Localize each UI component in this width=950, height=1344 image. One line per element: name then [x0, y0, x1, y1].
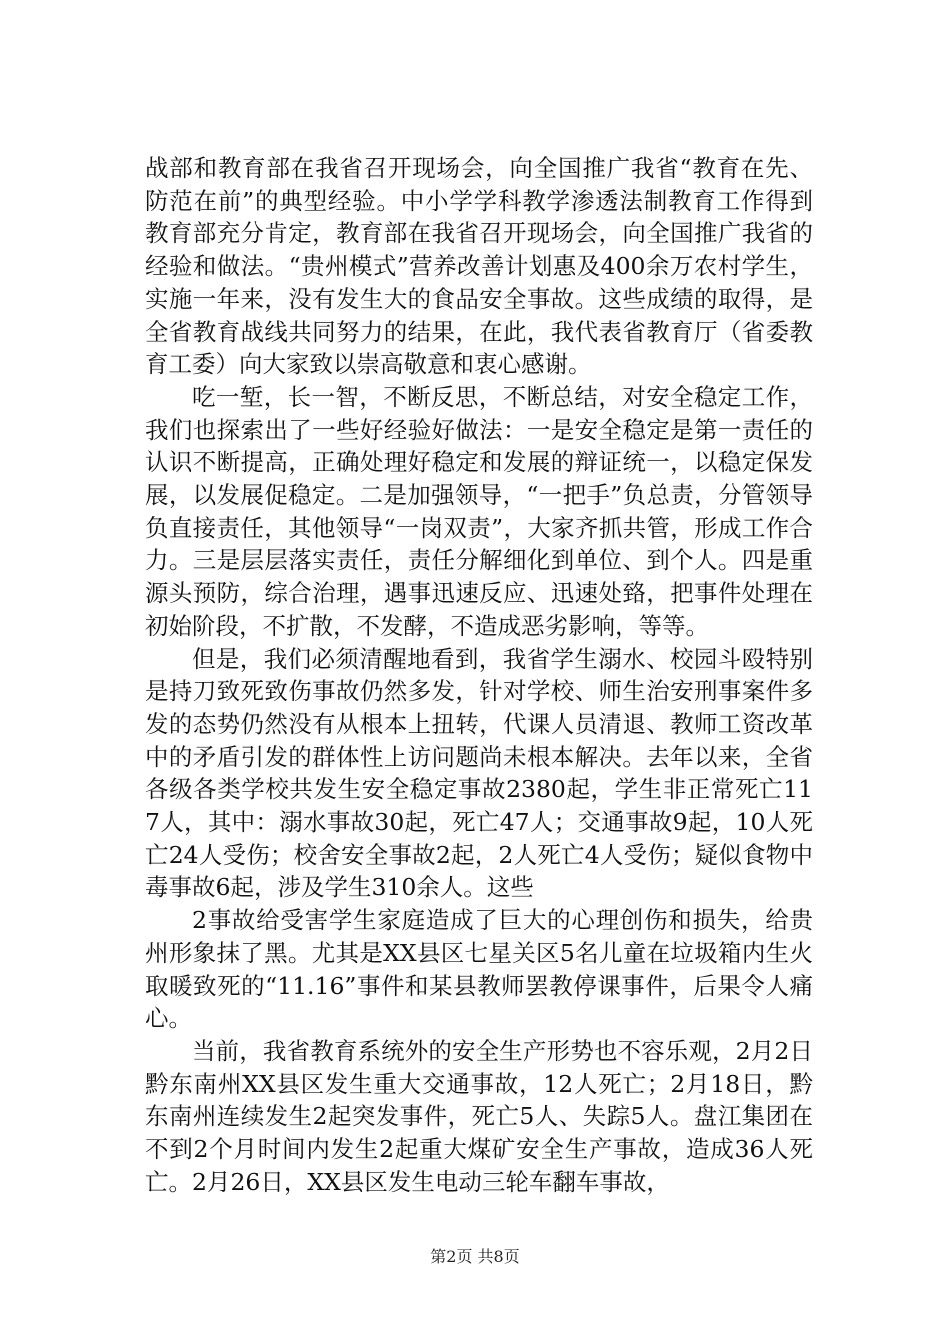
paragraph-4: 2事故给受害学生家庭造成了巨大的心理创伤和损失，给贵州形象抹了黑。尤其是XX县区七星关区5名儿童在垃圾箱内生火取暖致死的“11.16”事件和某县教师罢教停课事件，后果令人痛心。	[145, 906, 813, 1033]
document-body	[145, 152, 813, 1199]
paragraph-3: 但是，我们必须清醒地看到，我省学生溺水、校园斗殴特别是持刀致死致伤事故仍然多发，针对学校、师生治安刑事案件多发的态势仍然没有从根本上扭转，代课人员清退、教师工资改革中的矛盾引发的群体性上访问题尚未根本解决。去年以来，全省各级各类学校共发生安全稳定事故2380起，学生非正常死亡117人，其中：溺水事故30起，死亡47人；交通事故9起，10人死亡24人受伤；校舍安全事故2起，2人死亡4人受伤；疑似食物中毒事故6起，涉及学生310余人。这些	[145, 644, 813, 902]
paragraph-1: 战部和教育部在我省召开现场会，向全国推广我省“教育在先、防范在前”的典型经验。中小学学科教学渗透法制教育工作得到教育部充分肯定，教育部在我省召开现场会，向全国推广我省的经验和做法。“贵州模式”营养改善计划惠及400余万农村学生，实施一年来，没有发生大的食品安全事故。这些成绩的取得，是全省教育战线共同努力的结果，在此，我代表省教育厅（省委教育工委）向大家致以崇高敬意和衷心感谢。	[145, 154, 813, 379]
paragraph-5: 当前，我省教育系统外的安全生产形势也不容乐观，2月2日黔东南州XX县区发生重大交通事故，12人死亡；2月18日，黔东南州连续发生2起突发事件，死亡5人、失踪5人。盘江集团在不到2个月时间内发生2起重大煤矿安全生产事故，造成36人死亡。2月26日，XX县区发生电动三轮车翻车事故，	[145, 1036, 813, 1196]
page-footer: 第2页 共8页	[430, 1247, 520, 1266]
paragraph-2: 吃一堑，长一智，不断反思，不断总结，对安全稳定工作，我们也探索出了一些好经验好做法：一是安全稳定是第一责任的认识不断提高，正确处理好稳定和发展的辩证统一，以稳定保发展，以发展促稳定。二是加强领导，“一把手”负总责，分管领导负直接责任，其他领导“一岗双责”，大家齐抓共管，形成工作合力。三是层层落实责任，责任分解细化到单位、到个人。四是重源头预防，综合治理，遇事迅速反应、迅速处臵，把事件处理在初始阶段，不扩散，不发酵，不造成恶劣影响，等等。	[145, 382, 813, 640]
